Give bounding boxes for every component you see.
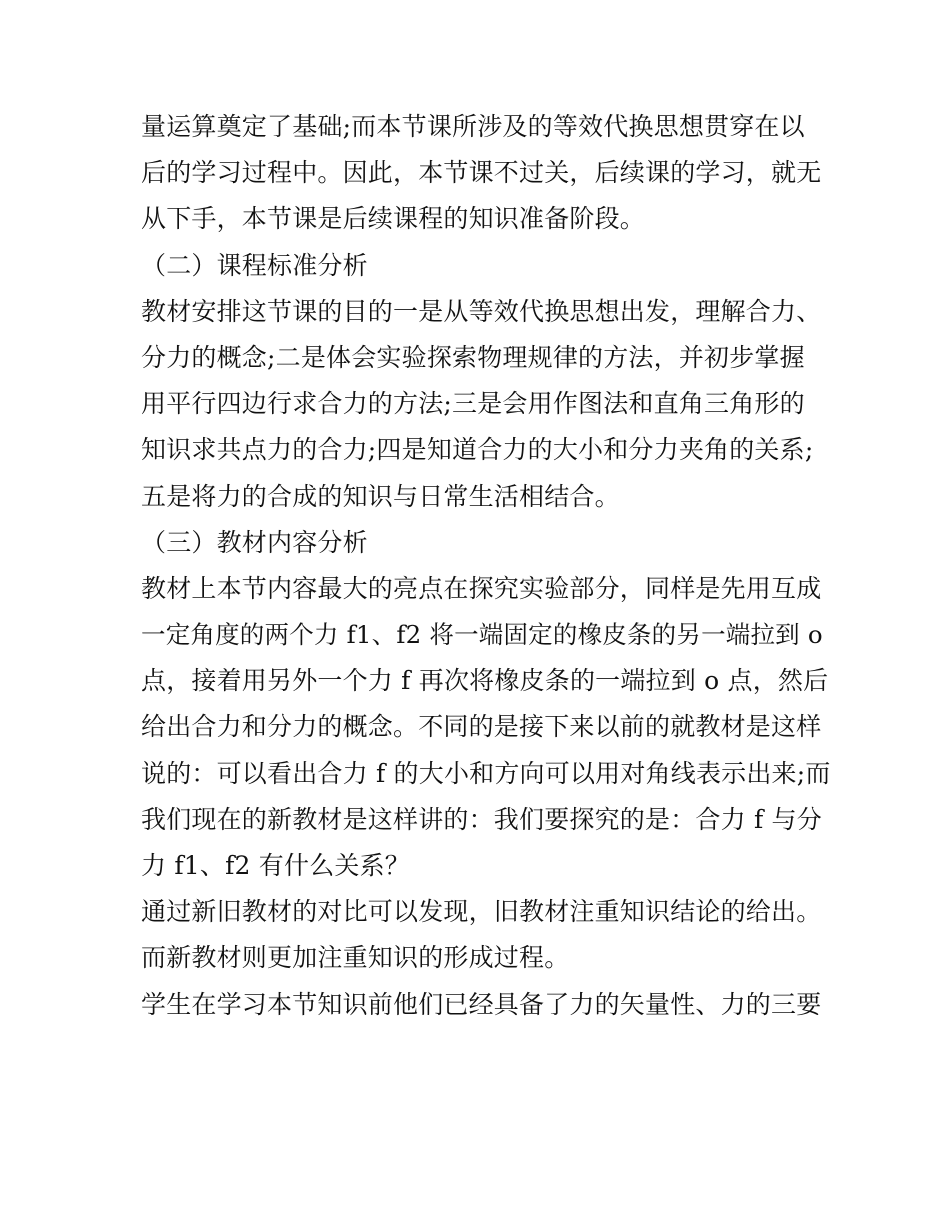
text-line: 一定角度的两个力 f1、f2 将一端固定的橡皮条的另一端拉到 o [141, 620, 823, 650]
text-line: 而新教材则更加注重知识的形成过程。 [141, 943, 570, 973]
text-line: 给出合力和分力的概念。不同的是接下来以前的就教材是这样 [141, 712, 822, 742]
text-line: 后的学习过程中。因此，本节课不过关，后续课的学习，就无 [141, 158, 822, 188]
section-heading: （三）教材内容分析 [141, 527, 368, 557]
text-line: 知识求共点力的合力;四是知道合力的大小和分力夹角的关系; [141, 435, 814, 465]
text-line: 教材安排这节课的目的一是从等效代换思想出发，理解合力、 [141, 296, 822, 326]
text-line: 力 f1、f2 有什么关系？ [141, 851, 411, 880]
text-line: 通过新旧教材的对比可以发现，旧教材注重知识结论的给出。 [141, 897, 822, 927]
text-line: 学生在学习本节知识前他们已经具备了力的矢量性、力的三要 [141, 989, 822, 1019]
text-line: 我们现在的新教材是这样讲的：我们要探究的是：合力 f 与分 [141, 804, 822, 834]
text-line: 分力的概念;二是体会实验探索物理规律的方法，并初步掌握 [141, 342, 805, 372]
text-line: 五是将力的合成的知识与日常生活相结合。 [141, 481, 620, 511]
section-heading: （二）课程标准分析 [141, 250, 368, 280]
text-line: 量运算奠定了基础;而本节课所涉及的等效代换思想贯穿在以 [141, 112, 805, 141]
text-line: 用平行四边行求合力的方法;三是会用作图法和直角三角形的 [141, 389, 805, 419]
text-line: 从下手，本节课是后续课程的知识准备阶段。 [141, 204, 646, 234]
text-line: 教材上本节内容最大的亮点在探究实验部分，同样是先用互成 [141, 573, 822, 603]
text-line: 说的：可以看出合力 f 的大小和方向可以用对角线表示出来;而 [141, 758, 831, 788]
document-body [141, 104, 831, 1028]
text-line: 点，接着用另外一个力 f 再次将橡皮条的一端拉到 o 点，然后 [141, 666, 829, 696]
